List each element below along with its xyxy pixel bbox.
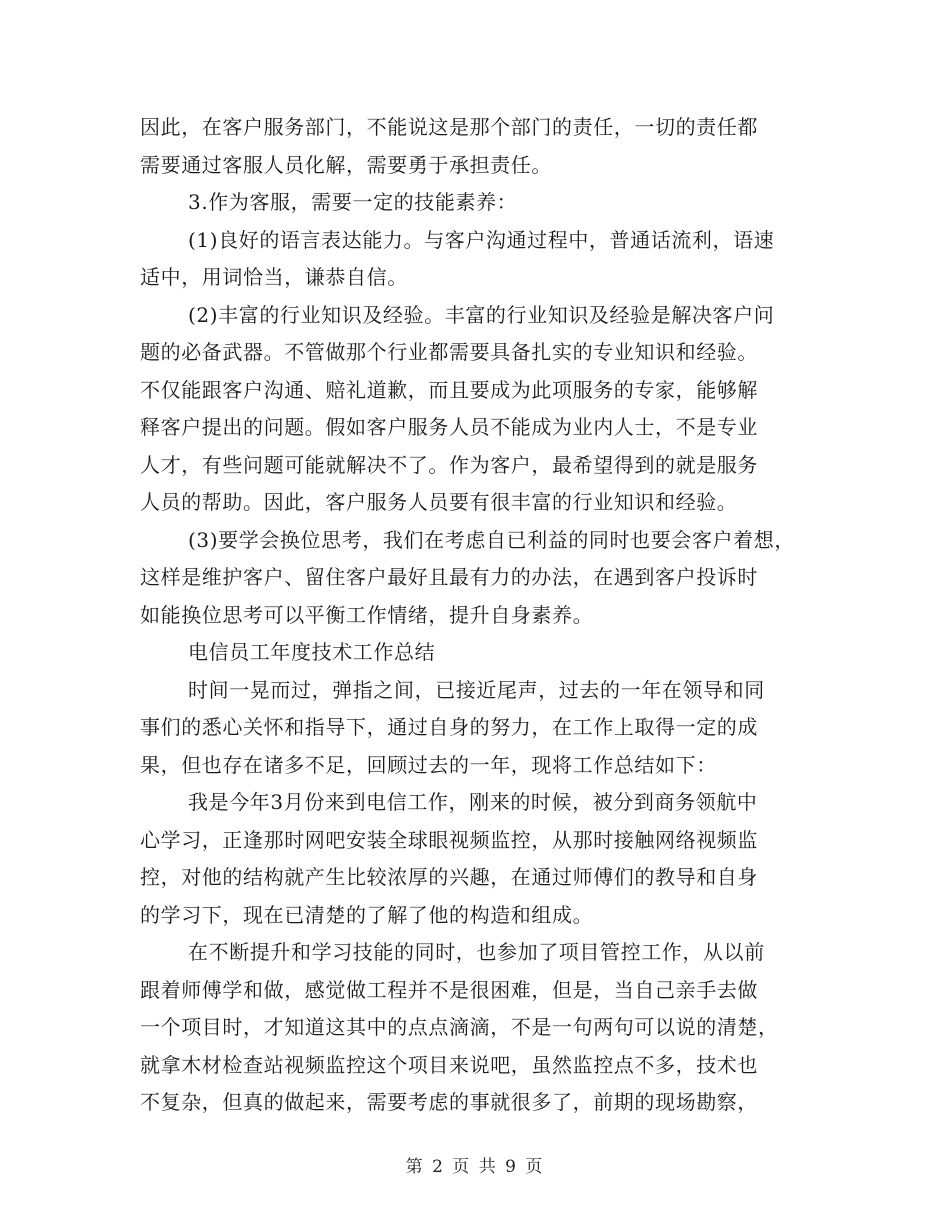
text-line: 因此，在客户服务部门，不能说这是那个部门的责任，一切的责任都 [140,115,758,139]
text-line: 果，但也存在诸多不足，回顾过去的一年，现将工作总结如下： [140,753,717,777]
list-item: (2)丰富的行业知识及经验。丰富的行业知识及经验是解决客户问 [188,303,775,327]
text-line: 题的必备武器。不管做那个行业都需要具备扎实的专业知识和经验。 [140,340,758,364]
text-line: 我是今年3月份来到电信工作，刚来的时候，被分到商务领航中 [188,790,758,814]
text-line: 需要通过客服人员化解，需要勇于承担责任。 [140,153,552,177]
text-line: 这样是维护客户、留住客户最好且最有力的办法，在遇到客户投诉时 [140,565,758,589]
text-line: 不复杂，但真的做起来，需要考虑的事就很多了，前期的现场勘察， [140,1090,758,1114]
text-line: 的学习下，现在已清楚的了解了他的构造和组成。 [140,903,594,927]
text-line: 人才，有些问题可能就解决不了。作为客户，最希望得到的就是服务 [140,453,758,477]
text-line: 释客户提出的问题。假如客户服务人员不能成为业内人士，不是专业 [140,415,758,439]
text-line: 跟着师傅学和做，感觉做工程并不是很困难，但是，当自己亲手去做 [140,978,758,1002]
text-line: 适中，用词恰当，谦恭自信。 [140,265,408,289]
text-line: 控，对他的结构就产生比较浓厚的兴趣，在通过师傅们的教导和自身 [140,865,758,889]
page-number-footer: 第 2 页 共 9 页 [405,1157,545,1177]
text-line: 心学习，正逢那时网吧安装全球眼视频监控，从那时接触网络视频监 [140,828,758,852]
text-line: 事们的悉心关怀和指导下，通过自身的努力，在工作上取得一定的成 [140,715,758,739]
text-line: 一个项目时，才知道这其中的点点滴滴，不是一句两句可以说的清楚， [140,1015,779,1039]
article-title: 电信员工年度技术工作总结 [188,640,436,664]
text-line: 时间一晃而过，弹指之间，已接近尾声，过去的一年在领导和同 [188,678,765,702]
text-line: 如能换位思考可以平衡工作情绪，提升自身素养。 [140,603,594,627]
section-heading: 3.作为客服，需要一定的技能素养： [188,190,518,214]
text-line: 在不断提升和学习技能的同时，也参加了项目管控工作，从以前 [188,940,765,964]
text-line: 人员的帮助。因此，客户服务人员要有很丰富的行业知识和经验。 [140,490,738,514]
text-line: 不仅能跟客户沟通、赔礼道歉，而且要成为此项服务的专家，能够解 [140,378,758,402]
list-item: (3)要学会换位思考，我们在考虑自已利益的同时也要会客户着想， [188,528,795,552]
text-line: 就拿木材检查站视频监控这个项目来说吧，虽然监控点不多，技术也 [140,1053,758,1077]
list-item: (1)良好的语言表达能力。与客户沟通过程中，普通话流利，语速 [188,228,775,252]
